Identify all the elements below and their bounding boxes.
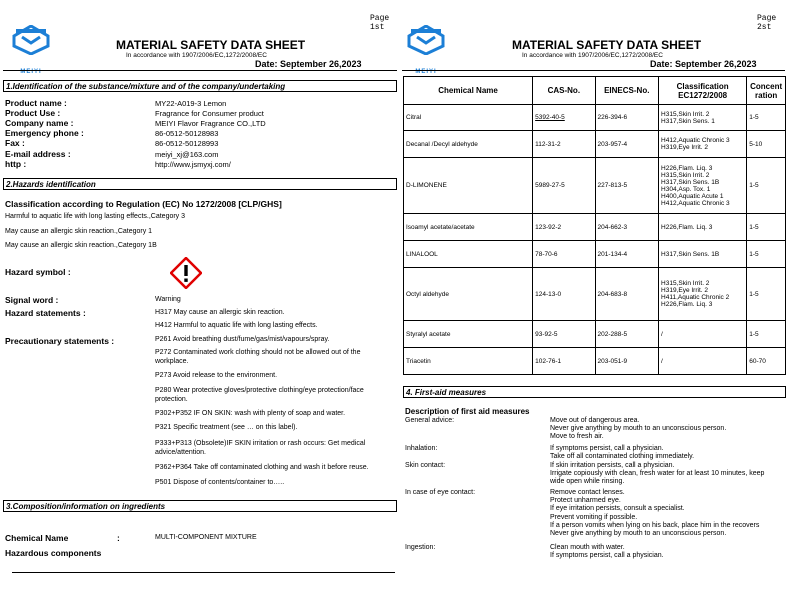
cas-number-cell: 5392-40-5 [533,105,595,131]
table-row [404,105,786,131]
concentration-cell: 1-5 [747,158,786,214]
page-number: Page 1st [370,14,390,32]
einecs-number-cell: 204-662-3 [595,214,658,241]
cas-number-cell: 102-76-1 [533,348,595,375]
hazard-statements-label: Hazard statements : [5,308,86,318]
classification-cell: H317,Skin Sens. 1B [659,241,747,268]
section-1-heading: 1.Identification of the substance/mixture and of the company/undertaking [3,80,397,92]
chemical-name-cell: Octyl aldehyde [404,268,533,321]
first-aid-text: Irrigate copiously with clean, fresh water for at least 10 minutes, keep [550,470,765,478]
first-aid-text: Take off all contaminated clothing immediately. [550,453,695,461]
first-aid-label: Skin contact: [405,462,446,469]
first-aid-label: Ingestion: [405,544,436,551]
precautionary-statement: P273 Avoid release to the environment. [155,372,278,379]
exclamation-pictogram-icon [170,257,202,289]
table-row [404,348,786,375]
product-name-label: Product name : [5,98,67,108]
chemical-name-cell: Citral [404,105,533,131]
precautionary-statement: P333+P313 (Obsolete)IF SKIN irritation or rash occurs: Get medical advice/attention. [155,440,366,456]
classification-cell: H226,Flam. Liq. 3 [659,214,747,241]
classification-cell: H315,Skin Irrit. 2 H319,Eye Irrit. 2 H411,Aquatic Chronic 2 H226,Flam. Liq. 3 [659,268,747,321]
classification-line: Harmful to aquatic life with long lasting effects.,Category 3 [5,213,186,220]
first-aid-text: If skin irritation persists, call a physician. [550,462,675,469]
chemical-name-cell: Styralyl acetate [404,321,533,348]
column-header: EINECS-No. [595,77,658,105]
chemical-name-value: MULTI-COMPONENT MIXTURE [155,534,257,541]
emergency-phone-label: Emergency phone : [5,128,84,138]
page-number: Page 2st [757,14,777,32]
header-rule [3,70,397,71]
email-value: meiyi_xj@163.com [155,150,219,159]
classification-title: Classification according to Regulation (EC) No 1272/2008 [CLP/GHS] [5,199,282,209]
first-aid-text: Protect unharmed eye. [550,497,621,505]
first-aid-text: Move out of dangerous area. [550,417,640,424]
table-row [404,214,786,241]
first-aid-text: Remove contact lenses. [550,489,625,496]
logo-text: MEIYI [20,69,42,75]
signal-word-label: Signal word : [5,295,59,305]
document-date: Date: September 26,2023 [255,59,362,69]
document-date: Date: September 26,2023 [650,59,757,69]
classification-cell: H315,Skin Irrit. 2 H317,Skin Sens. 1 [659,105,747,131]
classification-cell: / [659,348,747,375]
hazard-statement: H412 Harmful to aquatic life with long lasting effects. [155,322,318,329]
precautionary-statement: P362+P364 Take off contaminated clothing and wash it before reuse. [155,464,369,471]
components-table [403,76,786,375]
einecs-number-cell: 226-394-6 [595,105,658,131]
concentration-cell: 1-5 [747,321,786,348]
table-row [404,158,786,214]
concentration-cell: 1-5 [747,214,786,241]
first-aid-text: Clean mouth with water. [550,544,625,551]
einecs-number-cell: 204-683-8 [595,268,658,321]
precautionary-statement: P272 Contaminated work clothing should not be allowed out of the workplace. [155,349,361,365]
precautionary-statement: P501 Dispose of contents/container to….. [155,479,285,486]
document-title: MATERIAL SAFETY DATA SHEET [116,38,306,52]
company-name-value: MEIYI Flavor Fragrance CO.,LTD [155,119,266,128]
cas-number-cell: 78-70-6 [533,241,595,268]
concentration-cell: 1-5 [747,268,786,321]
first-aid-text: If symptoms persist, call a physician. [550,445,664,452]
first-aid-text: Prevent vomiting if possible. [550,513,638,521]
section-2-heading: 2.Hazards identification [3,178,397,190]
company-name-label: Company name : [5,118,74,128]
column-header: Classification EC1272/2008 [659,77,747,105]
hazard-statement: H317 May cause an allergic skin reaction. [155,309,285,316]
first-aid-text: wide open while rinsing. [550,478,625,486]
einecs-number-cell: 202-288-5 [595,321,658,348]
document-subtitle: In accordance with 1907/2006/EC,1272/2008/EC [126,52,267,59]
first-aid-text: If a person vomits when lying on his back, place him in the recovers [550,521,760,529]
table-row [404,268,786,321]
concentration-cell: 5-10 [747,131,786,158]
chemical-name-cell: Isoamyl acetate/acetate [404,214,533,241]
first-aid-text: Never give anything by mouth to an unconscious person. [550,530,727,537]
logo-icon [12,25,50,55]
fax-value: 86-0512-50128993 [155,139,219,148]
concentration-cell: 1-5 [747,105,786,131]
classification-line: May cause an allergic skin reaction.,Category 1 [5,228,153,235]
concentration-cell: 1-5 [747,241,786,268]
cas-number-cell: 124-13-0 [533,268,595,321]
fax-label: Fax : [5,138,25,148]
concentration-cell: 60-70 [747,348,786,375]
first-aid-label: General advice: [405,417,455,424]
first-aid-label: In case of eye contact: [405,489,476,496]
logo-icon [407,25,445,55]
emergency-phone-value: 86-0512-50128983 [155,129,219,138]
chemical-name-colon: : [117,533,120,543]
footer-rule [12,572,395,573]
product-use-value: Fragrance for Consumer product [155,109,264,118]
einecs-number-cell: 203-051-9 [595,348,658,375]
first-aid-text: If eye irritation persists, consult a specialist. [550,505,685,513]
first-aid-text: Move to fresh air. [550,433,604,441]
company-logo [12,25,50,75]
signal-word-value: Warning [155,296,181,303]
header-rule [402,70,785,71]
classification-cell: H412,Aquatic Chronic 3 H319,Eye Irrit. 2 [659,131,747,158]
cas-number-cell: 123-92-2 [533,214,595,241]
first-aid-text: If symptoms persist, call a physician. [550,552,664,560]
company-logo [407,25,445,75]
table-header-row [404,77,786,105]
column-header: Chemical Name [404,77,533,105]
cas-number-cell: 5989-27-5 [533,158,595,214]
classification-line: May cause an allergic skin reaction.,Category 1B [5,242,157,249]
precautionary-statement: P302+P352 IF ON SKIN: wash with plenty of soap and water. [155,410,346,417]
einecs-number-cell: 203-957-4 [595,131,658,158]
email-label: E-mail address : [5,149,71,159]
first-aid-title: Description of first aid measures [405,407,530,416]
section-3-heading: 3.Composition/information on ingredients [3,500,397,512]
classification-cell: H226,Flam. Liq. 3 H315,Skin Irrit. 2 H317,Skin Sens. 1B H304,Asp. Tox. 1 H400,Aquatic Acute 1 H412,Aquatic Chronic 3 [659,158,747,214]
einecs-number-cell: 201-134-4 [595,241,658,268]
http-label: http : [5,159,27,169]
hazardous-components-label: Hazardous components [5,548,102,558]
chemical-name-cell: D-LIMONENE [404,158,533,214]
cas-number-cell: 112-31-2 [533,131,595,158]
chemical-name-label: Chemical Name [5,533,69,543]
section-4-heading: 4. First-aid measures [403,386,786,398]
http-value[interactable]: http://www.jsmyxj.com/ [155,160,231,169]
chemical-name-cell: LINALOOL [404,241,533,268]
table-row [404,131,786,158]
first-aid-text: Never give anything by mouth to an unconscious person. [550,425,727,433]
hazard-symbol-label: Hazard symbol : [5,267,71,277]
precautionary-label: Precautionary statements : [5,336,115,346]
product-use-label: Product Use : [5,108,61,118]
cas-number-cell: 93-92-5 [533,321,595,348]
chemical-name-cell: Decanal /Decyl aldehyde [404,131,533,158]
column-header: CAS-No. [533,77,595,105]
table-row [404,241,786,268]
precautionary-statement: P280 Wear protective gloves/protective clothing/eye protection/face protection. [155,387,364,403]
product-name-value: MY22-A019-3 Lemon [155,99,227,108]
document-title: MATERIAL SAFETY DATA SHEET [512,38,702,52]
precautionary-statement: P261 Avoid breathing dust/fume/gas/mist/vapours/spray. [155,336,330,343]
classification-cell: / [659,321,747,348]
column-header: Concentration [747,77,786,105]
einecs-number-cell: 227-813-5 [595,158,658,214]
chemical-name-cell: Triacetin [404,348,533,375]
logo-text: MEIYI [415,69,437,75]
first-aid-label: Inhalation: [405,445,438,452]
precautionary-statement: P321 Specific treatment (see … on this label). [155,424,298,431]
table-row [404,321,786,348]
document-subtitle: In accordance with 1907/2006/EC,1272/2008/EC [522,52,663,59]
